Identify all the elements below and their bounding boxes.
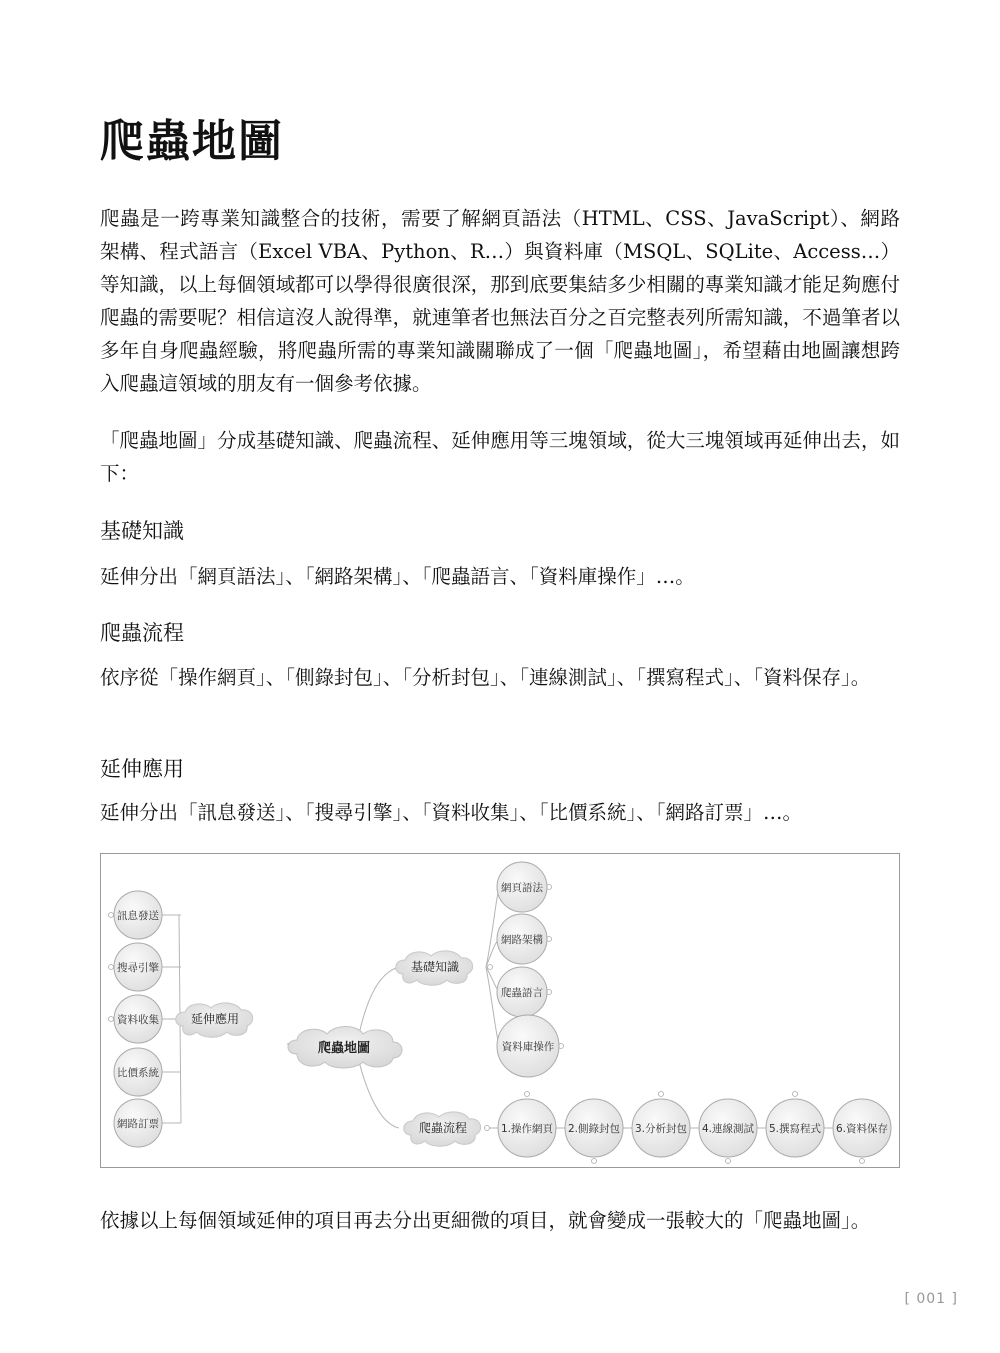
basic-item-node — [497, 967, 547, 1017]
ext-item-label: 搜尋引擎 — [117, 962, 159, 974]
ext-item-label: 網路訂票 — [117, 1118, 159, 1130]
ext-items — [114, 891, 162, 1147]
ext-item-label: 訊息發送 — [117, 910, 159, 922]
basic-items — [497, 862, 559, 1077]
ext-item-node — [114, 1048, 162, 1096]
flow-item-label: 4.連線測試 — [701, 1123, 755, 1135]
intro-paragraph: 爬蟲是一跨專業知識整合的技術，需要了解網頁語法（HTML、CSS、JavaScript）、網路架構、程式語言（Excel VBA、Python、R…）與資料庫（MSQL、SQLite、Access…）等知識，以上每個領域都可以學得很廣很深，那到底要集結多少相關的專業知識才能足夠應付爬蟲的需要呢？相信這沒人說得準，就連筆者也無法百分之百完整表列所需知識，不過筆者以多年自身爬蟲經驗，將爬蟲所需的專業知識關聯成了一個「爬蟲地圖」，希望藉由地圖讓想跨入爬蟲這領域的朋友有一個參考依據。 — [100, 207, 900, 395]
ext-branch-node — [176, 1003, 253, 1037]
ext-item-node — [114, 1099, 162, 1147]
flow-branch-label: 爬蟲流程 — [418, 1121, 468, 1135]
flow-item-node — [833, 1099, 891, 1157]
flow-item-node — [766, 1099, 824, 1157]
ext-item-node — [114, 891, 162, 939]
extended-applications-text: 延伸分出「訊息發送」、「搜尋引擎」、「資料收集」、「比價系統」、「網路訂票」…。 — [100, 801, 803, 824]
extended-applications-heading: 延伸應用 — [100, 757, 184, 781]
ext-item-node — [114, 943, 162, 991]
mind-map-canvas — [101, 854, 899, 1167]
basic-branch-node — [396, 951, 473, 985]
flow-item-node — [632, 1099, 690, 1157]
flow-branch-node — [404, 1112, 481, 1146]
page-title: 爬蟲地圖 — [100, 116, 284, 167]
flow-item-label: 2.側錄封包 — [567, 1123, 621, 1135]
basic-item-label: 爬蟲語言 — [501, 987, 543, 999]
flow-item-label: 5.撰寫程式 — [768, 1123, 822, 1135]
basic-item-label: 資料庫操作 — [501, 1041, 555, 1053]
flow-item-label: 3.分析封包 — [634, 1123, 688, 1135]
basic-item-node — [497, 862, 547, 912]
crawler-flow-heading: 爬蟲流程 — [100, 621, 184, 645]
ext-item-node — [114, 995, 162, 1043]
split-paragraph: 「爬蟲地圖」分成基礎知識、爬蟲流程、延伸應用等三塊領域，從大三塊領域再延伸出去，如下： — [100, 429, 900, 485]
basic-item-label: 網頁語法 — [501, 882, 543, 894]
flow-item-node — [565, 1099, 623, 1157]
flow-item-label: 6.資料保存 — [835, 1123, 889, 1135]
mind-map-connectors — [161, 887, 836, 1128]
basic-branch-label: 基礎知識 — [410, 960, 460, 974]
basic-item-node — [497, 914, 547, 964]
flow-item-node — [498, 1099, 556, 1157]
basic-item-node — [497, 1015, 559, 1077]
flow-item-label: 1.操作網頁 — [500, 1123, 554, 1135]
center-node — [288, 1027, 402, 1069]
closing-paragraph: 依據以上每個領域延伸的項目再去分出更細微的項目，就會變成一張較大的「爬蟲地圖」。 — [100, 1209, 871, 1232]
ext-branch-label: 延伸應用 — [190, 1012, 240, 1026]
basic-item-label: 網路架構 — [501, 934, 543, 946]
ext-item-label: 資料收集 — [117, 1014, 159, 1026]
page-number: [ 001 ] — [904, 1291, 958, 1307]
center-node-label: 爬蟲地圖 — [317, 1041, 371, 1056]
basic-knowledge-heading: 基礎知識 — [100, 519, 184, 543]
basic-knowledge-text: 延伸分出「網頁語法」、「網路架構」、「爬蟲語言、「資料庫操作」…。 — [100, 565, 695, 588]
crawler-flow-text: 依序從「操作網頁」、「側錄封包」、「分析封包」、「連線測試」、「撰寫程式」、「資料保存」。 — [100, 666, 871, 689]
flow-item-node — [699, 1099, 757, 1157]
crawler-mind-map — [100, 853, 900, 1168]
ext-item-label: 比價系統 — [117, 1067, 159, 1079]
